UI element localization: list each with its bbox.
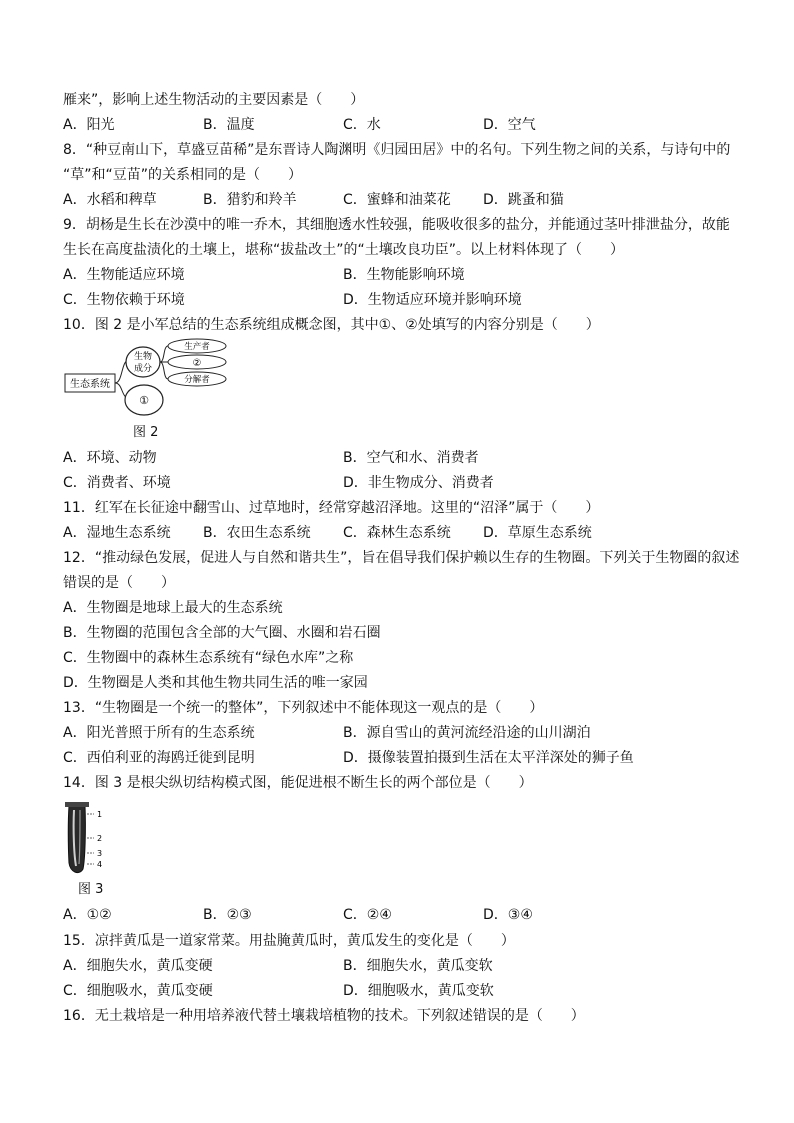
q14-option-d[interactable]: D．③④ <box>483 907 533 923</box>
diagram-producer-label: 生产者 <box>184 342 210 352</box>
q15-stem: 15．凉拌黄瓜是一道家常菜。用盐腌黄瓜时，黄瓜发生的变化是（ ） <box>63 933 515 949</box>
q12-option-b[interactable]: B．生物圈的范围包含全部的大气圈、水圈和岩石圈 <box>63 625 381 641</box>
diagram-mark2-label: ② <box>192 358 202 369</box>
q14-option-c[interactable]: C．②④ <box>343 907 392 923</box>
q12-stem-line1: 12．“推动绿色发展，促进人与自然和谐共生”，旨在倡导我们保护赖以生存的生物圈。下列关于生物圈的叙述 <box>63 550 740 566</box>
q12-stem-line2: 错误的是（ ） <box>63 575 175 591</box>
root-label-2: 2 <box>97 834 103 843</box>
q7-option-d[interactable]: D．空气 <box>483 117 536 133</box>
q12-option-d[interactable]: D．生物圈是人类和其他生物共同生活的唯一家园 <box>63 675 368 691</box>
figure-2-caption: 图 2 <box>133 425 159 440</box>
diagram-bio-label-2: 成分 <box>133 364 153 374</box>
q8-stem-line2: “草”和“豆苗”的关系相同的是（ ） <box>63 167 303 183</box>
figure-3-caption: 图 3 <box>78 882 104 897</box>
q15-option-a[interactable]: A．细胞失水，黄瓜变硬 <box>63 958 213 974</box>
q11-option-a[interactable]: A．湿地生态系统 <box>63 525 171 541</box>
q9-option-a[interactable]: A．生物能适应环境 <box>63 267 185 283</box>
root-label-3: 3 <box>97 849 103 858</box>
q11-option-b[interactable]: B．农田生态系统 <box>203 525 311 541</box>
q11-stem: 11．红军在长征途中翻雪山、过草地时，经常穿越沼泽地。这里的“沼泽”属于（ ） <box>63 500 600 516</box>
diagram-mark1-label: ① <box>139 394 149 407</box>
root-label-1: 1 <box>97 810 103 819</box>
q8-stem-line1: 8．“种豆南山下，草盛豆苗稀”是东晋诗人陶渊明《归园田居》中的名句。下列生物之间的关系，与诗句中的 <box>63 142 731 158</box>
q10-option-b[interactable]: B．空气和水、消费者 <box>343 450 479 466</box>
q9-stem-line1: 9．胡杨是生长在沙漠中的唯一乔木，其细胞透水性较强，能吸收很多的盐分，并能通过茎叶排泄盐分，故能 <box>63 217 730 233</box>
root-tip-diagram <box>63 800 115 880</box>
q9-option-d[interactable]: D．生物适应环境并影响环境 <box>343 292 522 308</box>
q13-option-c[interactable]: C．西伯利亚的海鸥迁徙到昆明 <box>63 750 255 766</box>
q10-stem: 10．图 2 是小军总结的生态系统组成概念图，其中①、②处填写的内容分别是（ ） <box>63 317 600 333</box>
q13-option-d[interactable]: D．摄像装置拍摄到生活在太平洋深处的狮子鱼 <box>343 750 634 766</box>
q13-option-a[interactable]: A．阳光普照于所有的生态系统 <box>63 725 255 741</box>
ecosystem-concept-diagram <box>63 338 263 420</box>
q7-option-c[interactable]: C．水 <box>343 117 381 133</box>
q9-stem-line2: 生长在高度盐渍化的土壤上，堪称“拔盐改土”的“土壤改良功臣”。以上材料体现了（ ） <box>63 242 625 258</box>
q15-option-b[interactable]: B．细胞失水，黄瓜变软 <box>343 958 493 974</box>
q13-stem: 13．“生物圈是一个统一的整体”，下列叙述中不能体现这一观点的是（ ） <box>63 700 544 716</box>
q11-option-c[interactable]: C．森林生态系统 <box>343 525 451 541</box>
q15-option-c[interactable]: C．细胞吸水，黄瓜变硬 <box>63 983 213 999</box>
q13-option-b[interactable]: B．源自雪山的黄河流经沿途的山川湖泊 <box>343 725 591 741</box>
root-tip-shape <box>68 806 85 873</box>
q9-option-b[interactable]: B．生物能影响环境 <box>343 267 465 283</box>
q7-option-b[interactable]: B．温度 <box>203 117 255 133</box>
q12-option-a[interactable]: A．生物圈是地球上最大的生态系统 <box>63 600 283 616</box>
q14-stem: 14．图 3 是根尖纵切结构模式图，能促进根不断生长的两个部位是（ ） <box>63 775 533 791</box>
diagram-decomposer-label: 分解者 <box>184 375 210 385</box>
q8-option-d[interactable]: D．跳蚤和猫 <box>483 192 564 208</box>
q14-option-b[interactable]: B．②③ <box>203 907 252 923</box>
q10-option-c[interactable]: C．消费者、环境 <box>63 475 171 491</box>
q10-option-d[interactable]: D．非生物成分、消费者 <box>343 475 494 491</box>
diagram-root-label: 生态系统 <box>70 379 110 390</box>
q16-stem: 16．无土栽培是一种用培养液代替土壤栽培植物的技术。下列叙述错误的是（ ） <box>63 1008 585 1024</box>
q8-option-b[interactable]: B．猎豹和羚羊 <box>203 192 297 208</box>
root-label-4: 4 <box>97 860 103 869</box>
q7-stem: 雁来”，影响上述生物活动的主要因素是（ ） <box>63 92 365 108</box>
q8-option-c[interactable]: C．蜜蜂和油菜花 <box>343 192 451 208</box>
q14-option-a[interactable]: A．①② <box>63 907 112 923</box>
q10-option-a[interactable]: A．环境、动物 <box>63 450 157 466</box>
q9-option-c[interactable]: C．生物依赖于环境 <box>63 292 185 308</box>
q11-option-d[interactable]: D．草原生态系统 <box>483 525 592 541</box>
diagram-bio-label-1: 生物 <box>133 352 153 362</box>
q7-option-a[interactable]: A．阳光 <box>63 117 115 133</box>
q8-option-a[interactable]: A．水稻和稗草 <box>63 192 157 208</box>
q15-option-d[interactable]: D．细胞吸水，黄瓜变软 <box>343 983 494 999</box>
q12-option-c[interactable]: C．生物圈中的森林生态系统有“绿色水库”之称 <box>63 650 354 666</box>
